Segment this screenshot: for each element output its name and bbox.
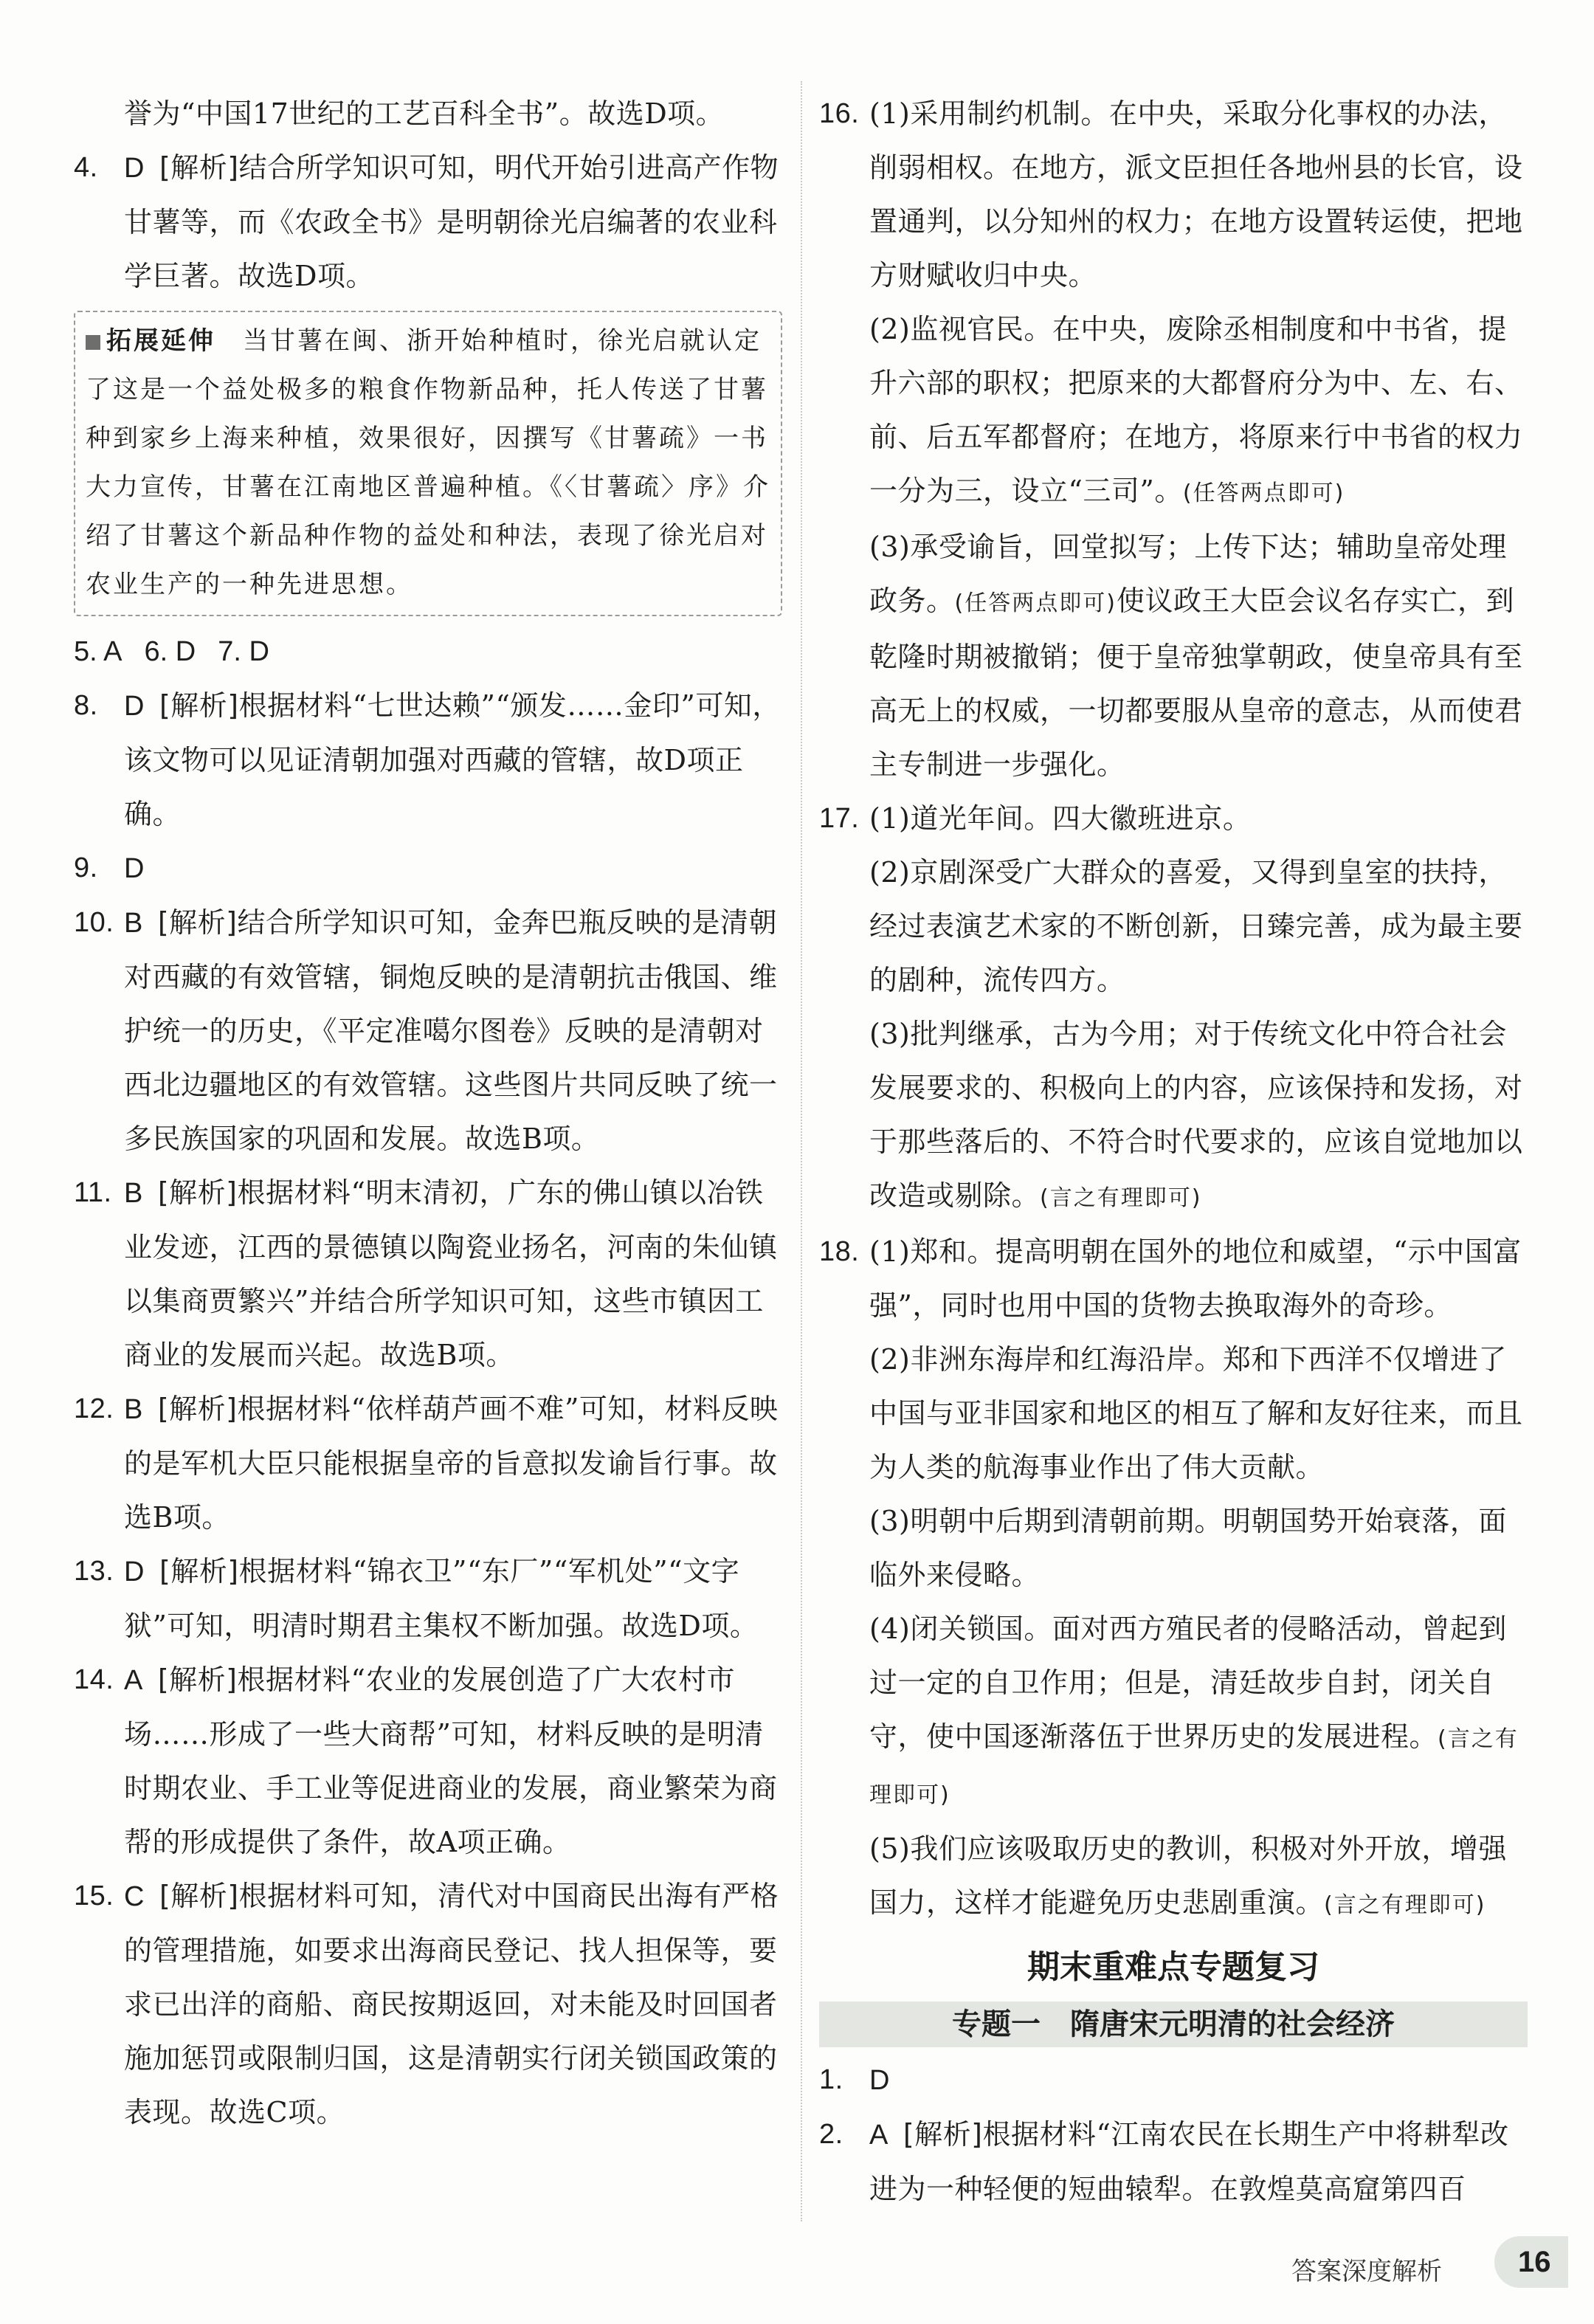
answer-item-9: 9. D — [74, 852, 145, 884]
extension-heading: 拓展延伸 — [106, 326, 215, 356]
topic-answer-1: 1. D — [819, 2064, 890, 2096]
answer-item-12: 12. B [解析]根据材料“依样葫芦画不难”可知，材料反映的是军机大臣只能根据皇帝的旨意拟发谕旨行事。故选B项。 — [74, 1393, 779, 1534]
short-answers: 5. A 6. D 7. D — [74, 636, 269, 667]
answer-18-part-2: (2)非洲东海岸和红海沿岸。郑和下西洋不仅增进了中国与亚非国家和地区的相互了解和友好往来，而且为人类的航海事业作出了伟大贡献。 — [869, 1343, 1523, 1483]
answer-17-part-2: (2)京剧深受广大群众的喜爱，又得到皇室的扶持，经过表演艺术家的不断创新，日臻完善，成为最主要的剧种，流传四方。 — [869, 856, 1523, 996]
extension-box — [74, 311, 782, 616]
answer-16-part-2: (2)监视官民。在中央，废除丞相制度和中书省，提升六部的职权；把原来的大都督府分为中、左、右、前、后五军都督府；在地方，将原来行中书省的权力一分为三，设立“三司”。(任答两点即可) — [869, 313, 1523, 507]
footer-label: 答案深度解析 — [1291, 2257, 1442, 2286]
answer-18-part-5: (5)我们应该吸取历史的教训，积极对外开放，增强国力，这样才能避免历史悲剧重演。(言之有理即可) — [869, 1832, 1507, 1919]
extension-text: 当甘薯在闽、浙开始种植时，徐光启就认定了这是一个益处极多的粮食作物新品种，托人传送了甘薯种到家乡上海来种植，效果很好，因撰写《甘薯疏》一书大力宣传，甘薯在江南地区普遍种植。《〈甘薯疏〉序》介绍了甘薯这个新品种作物的益处和种法，表现了徐光启对农业生产的一种先进思想。 — [86, 326, 770, 599]
answer-17-part-3: (3)批判继承，古为今用；对于传统文化中符合社会发展要求的、积极向上的内容，应该保持和发扬，对于那些落后的、不符合时代要求的，应该自觉地加以改造或剔除。(言之有理即可) — [869, 1018, 1523, 1212]
column-divider — [801, 81, 804, 2221]
answer-item-8: 8. D [解析]根据材料“七世达赖”“颁发……金印”可知，该文物可以见证清朝加强对西藏的管辖，故D项正确。 — [74, 689, 781, 830]
answer-item-14: 14. A [解析]根据材料“农业的发展创造了广大农村市场……形成了一些大商帮”可知，材料反映的是明清时期农业、手工业等促进商业的发展，商业繁荣为商帮的形成提供了条件，故A项正确。 — [74, 1663, 778, 1858]
answer-18-part-3: (3)明朝中后期到清朝前期。明朝国势开始衰落，面临外来侵略。 — [869, 1505, 1507, 1591]
topic-answer-2: 2. A [解析]根据材料“江南农民在长期生产中将耕犁改进为一种轻便的短曲辕犁。在敦煌莫高窟第四百 — [819, 2118, 1509, 2205]
answer-16-part-3: (3)承受谕旨，回堂拟写；上传下达；辅助皇帝处理政务。(任答两点即可)使议政王大臣会议名存实亡，到乾隆时期被撤销；便于皇帝独掌朝政，使皇帝具有至高无上的权威，一切都要服从皇帝的意志，从而使君主专制进一步强化。 — [869, 531, 1523, 781]
answer-item-17: 17. (1)道光年间。四大徽班进京。 — [819, 802, 1252, 835]
answer-18-part-4: (4)闭关锁国。面对西方殖民者的侵略活动，曾起到过一定的自卫作用；但是，清廷故步自封，闭关自守，使中国逐渐落伍于世界历史的发展进程。(言之有理即可) — [869, 1613, 1519, 1808]
page-number: 16 — [1494, 2236, 1568, 2288]
answer-item-11: 11. B [解析]根据材料“明末清初，广东的佛山镇以冶铁业发迹，江西的景德镇以陶瓷业扬名，河南的朱仙镇以集商贾繁兴”并结合所学知识可知，这些市镇因工商业的发展而兴起。故选B项。 — [74, 1176, 778, 1371]
left-column — [74, 87, 782, 2139]
square-bullet-icon — [86, 335, 100, 350]
answer-item-4: 4. D [解析]结合所学知识可知，明代开始引进高产作物甘薯等，而《农政全书》是明朝徐光启编著的农业科学巨著。故选D项。 — [74, 151, 779, 292]
answer-item-13: 13. D [解析]根据材料“锦衣卫”“东厂”“军机处”“文字狱”可知，明清时期君主集权不断加强。故选D项。 — [74, 1555, 759, 1642]
right-column — [819, 87, 1528, 2216]
continuation-text: 誉为“中国17世纪的工艺百科全书”。故选D项。 — [124, 97, 725, 130]
answer-item-10: 10. B [解析]结合所学知识可知，金奔巴瓶反映的是清朝对西藏的有效管辖，铜炮反映的是清朝抗击俄国、维护统一的历史，《平定准噶尔图卷》反映的是清朝对西北边疆地区的有效管辖。这些图片共同反映了统一多民族国家的巩固和发展。故选B项。 — [74, 906, 778, 1155]
answer-item-18: 18. (1)郑和。提高明朝在国外的地位和威望，“示中国富强”，同时也用中国的货物去换取海外的奇珍。 — [819, 1235, 1522, 1322]
answer-item-16: 16. (1)采用制约机制。在中央，采取分化事权的办法，削弱相权。在地方，派文臣担任各地州县的长官，设置通判，以分知州的权力；在地方设置转运使，把地方财赋收归中央。 — [819, 97, 1523, 292]
section-title: 期末重难点专题复习 — [1027, 1948, 1319, 1986]
topic-band: 专题一 隋唐宋元明清的社会经济 — [819, 2001, 1528, 2047]
answer-item-15: 15. C [解析]根据材料可知，清代对中国商民出海有严格的管理措施，如要求出海商民登记、找人担保等，要求已出洋的商船、商民按期返回，对未能及时回国者施加惩罚或限制归国，这是清朝实行闭关锁国政策的表现。故选C项。 — [74, 1880, 779, 2128]
